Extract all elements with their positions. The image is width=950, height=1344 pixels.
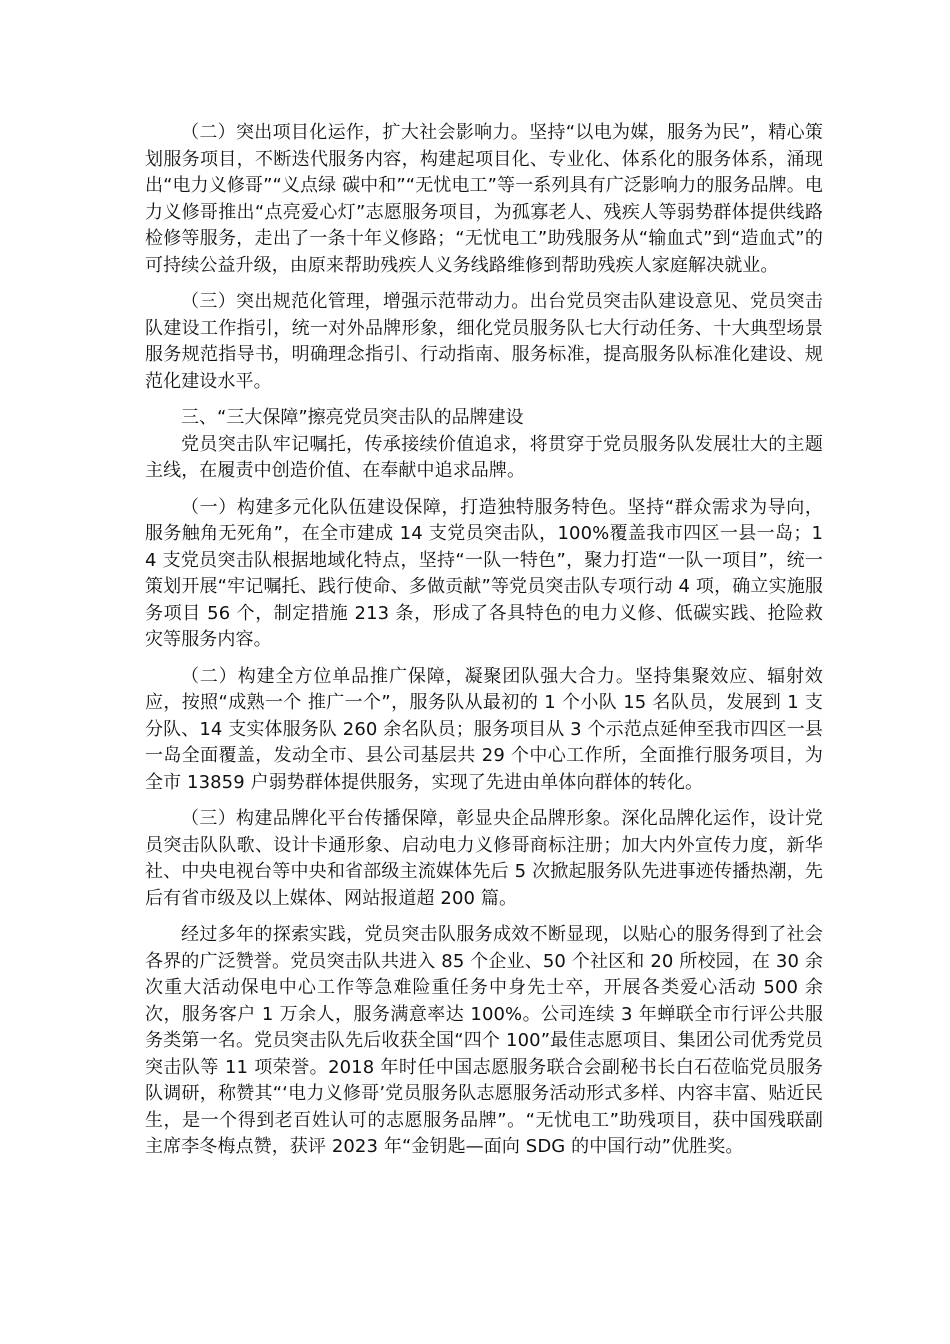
section-heading-three-guarantees: 三、“三大保障”擦亮党员突击队的品牌建设	[181, 407, 524, 428]
paragraph-team-building: （一）构建多元化队伍建设保障，打造独特服务特色。坚持“群众需求为导向，服务触角无死角”，在全市建成 14 支党员突击队，100%覆盖我市四区一县一岛；14 支党员突击队根据地域化特点，坚持“一队一特色”，聚力打造“一队一项目”，统一策划开展“牢记嘱托、践行使命、多做贡献”等党员突击队专项行动 4 项，确立实施服务项目 56 个，制定措施 213 条，形成了各具特色的电力义修、低碳实践、抢险救灾等服务内容。	[145, 496, 823, 650]
paragraph-intro-guarantees: 党员突击队牢记嘱托，传承接续价值追求，将贯穿于党员服务队发展壮大的主题主线，在履责中创造价值、在奉献中追求品牌。	[145, 433, 823, 481]
paragraph-promotion: （二）构建全方位单品推广保障，凝聚团队强大合力。坚持集聚效应、辐射效应，按照“成熟一个 推广一个”，服务队从最初的 1 个小队 15 名队员，发展到 1 支分队、14 支实体服务队 260 余名队员；服务项目从 3 个示范点延伸至我市四区一县一岛全面覆盖，发动全市、县公司基层共 29 个中心工作所，全面推行服务项目，为全市 13859 户弱势群体提供服务，实现了先进由单体向群体的转化。	[145, 665, 823, 793]
paragraph-brand-communication: （三）构建品牌化平台传播保障，彰显央企品牌形象。深化品牌化运作，设计党员突击队队歌、设计卡通形象、启动电力义修哥商标注册；加大内外宣传力度，新华社、中央电视台等中央和省部级主流媒体先后 5 次掀起服务队先进事迹传播热潮，先后有省市级及以上媒体、网站报道超 200 篇。	[145, 808, 823, 909]
paragraph-standardization: （三）突出规范化管理，增强示范带动力。出台党员突击队建设意见、党员突击队建设工作指引，统一对外品牌形象，细化党员服务队七大行动任务、十大典型场景服务规范指导书，明确理念指引、行动指南、服务标准，提高服务队标准化建设、规范化建设水平。	[145, 291, 823, 392]
paragraph-achievements: 经过多年的探索实践，党员突击队服务成效不断显现，以贴心的服务得到了社会各界的广泛赞誉。党员突击队共进入 85 个企业、50 个社区和 20 所校园，在 30 余次重大活动保电中心工作等急难险重任务中身先士卒，开展各类爱心活动 500 余次，服务客户 1 万余人，服务满意率达 100%。公司连续 3 年蝉联全市行评公共服务类第一名。党员突击队先后收获全国“四个 100”最佳志愿项目、集团公司优秀党员突击队等 11 项荣誉。2018 年时任中国志愿服务联合会副秘书长白石莅临党员服务队调研，称赞其“‘电力义修哥’党员服务队志愿服务活动形式多样、内容丰富、贴近民生，是一个得到老百姓认可的志愿服务品牌”。“无忧电工”助残项目，获中国残联副主席李冬梅点赞，获评 2023 年“金钥匙—面向 SDG 的中国行动”优胜奖。	[145, 924, 823, 1157]
paragraph-projectization: （二）突出项目化运作，扩大社会影响力。坚持“以电为媒，服务为民”，精心策划服务项目，不断迭代服务内容，构建起项目化、专业化、体系化的服务体系，涌现出“电力义修哥”“义点绿 碳中和”“无忧电工”等一系列具有广泛影响力的服务品牌。电力义修哥推出“点亮爱心灯”志愿服务项目，为孤寡老人、残疾人等弱势群体提供线路检修等服务，走出了一条十年义修路；“无忧电工”助残服务从“输血式”到“造血式”的可持续公益升级，由原来帮助残疾人义务线路维修到帮助残疾人家庭解决就业。	[145, 122, 823, 276]
document-page	[145, 120, 823, 1161]
